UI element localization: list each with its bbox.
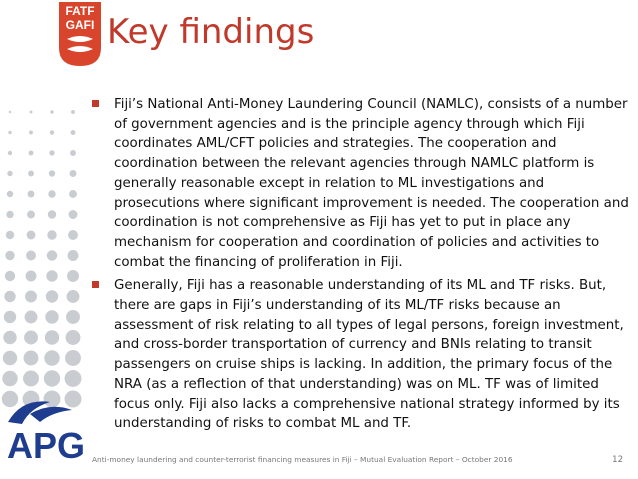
decorative-dot bbox=[50, 110, 53, 113]
decorative-dot bbox=[4, 311, 16, 323]
finding-text-1: Fiji’s National Anti-Money Laundering Council (NAMLC), consists of a number of government agencies and is the principle agency through which Fiji coordinates AML/CFT policies and strategies. The cooperation and coordination between the relevant agencies through NAMLC platform is generally reasonable except in relation to ML investigations and prosecutions where significant improvement is needed. The cooperation and coordination is not comprehensive as Fiji has yet to put in place any mechanism for cooperation and coordination of policies and activities to combat the financing of proliferation in Fiji. bbox=[114, 97, 629, 270]
decorative-dot bbox=[70, 170, 77, 177]
decorative-dot bbox=[66, 310, 80, 324]
decorative-dot bbox=[5, 251, 14, 260]
decorative-dot bbox=[70, 150, 76, 156]
decorative-dot bbox=[65, 370, 82, 387]
decorative-dot bbox=[29, 131, 33, 135]
decorative-dot bbox=[67, 270, 79, 282]
decorative-dot bbox=[9, 111, 11, 113]
fatf-logo-line2: GAFI bbox=[65, 18, 95, 32]
decorative-dot bbox=[25, 291, 37, 303]
slide-title: Key findings bbox=[107, 12, 315, 52]
decorative-dot bbox=[49, 170, 55, 176]
finding-bullet-1 bbox=[92, 95, 632, 272]
decorative-dot bbox=[24, 331, 38, 345]
fatf-gafi-logo bbox=[59, 2, 101, 66]
decorative-dot bbox=[65, 350, 81, 366]
decorative-dot bbox=[27, 231, 36, 240]
decorative-dot bbox=[44, 350, 59, 365]
decorative-dot bbox=[28, 171, 34, 177]
decorative-dot bbox=[46, 270, 57, 281]
decorative-dot bbox=[69, 210, 78, 219]
finding-bullet-2 bbox=[92, 276, 632, 434]
decorative-dot bbox=[3, 331, 16, 344]
decorative-dot bbox=[45, 310, 58, 323]
decorative-dot bbox=[48, 190, 55, 197]
decorative-dot bbox=[5, 271, 15, 281]
fatf-logo-line1: FATF bbox=[65, 4, 95, 18]
decorative-dot bbox=[30, 111, 33, 114]
decorative-dot bbox=[3, 351, 17, 365]
decorative-dot bbox=[26, 251, 36, 261]
decorative-dot bbox=[66, 330, 81, 345]
decorative-dot bbox=[6, 211, 13, 218]
decorative-dot bbox=[69, 190, 77, 198]
footer-text: Anti-money laundering and counter-terrorist financing measures in Fiji – Mutual Evaluation Report – October 2016 bbox=[92, 455, 513, 464]
decorative-dot bbox=[50, 130, 54, 134]
decorative-dot bbox=[68, 230, 78, 240]
finding-text-2: Generally, Fiji has a reasonable understanding of its ML and TF risks. But, there are gaps in Fiji’s understanding of its ML/TF risks because an assessment of risk relating to all types of legal persons, foreign investment, and cross-border transportation of currency and BNIs relating to transit passengers on cruise ships is lacking. In addition, the primary focus of the NRA (as a reflection of that understanding) was on ML. TF was of limited focus only. Fiji also lacks a comprehensive national strategy informed by its understanding of risks to combat ML and TF. bbox=[114, 278, 624, 432]
square-bullet-icon bbox=[92, 281, 99, 288]
square-bullet-icon bbox=[92, 100, 99, 107]
page-number: 12 bbox=[612, 455, 623, 465]
decorative-dot bbox=[49, 150, 54, 155]
decorative-dot bbox=[68, 250, 79, 261]
decorative-dot bbox=[28, 191, 35, 198]
decorative-dot bbox=[47, 230, 56, 239]
decorative-dot bbox=[26, 271, 37, 282]
decorative-dot bbox=[45, 330, 59, 344]
decorative-dot bbox=[2, 371, 17, 386]
decorative-dot bbox=[71, 130, 76, 135]
decorative-dot bbox=[6, 231, 14, 239]
decorative-dot bbox=[67, 290, 80, 303]
decorative-dot bbox=[24, 351, 39, 366]
findings-list bbox=[92, 95, 632, 438]
decorative-dot bbox=[8, 151, 12, 155]
decorative-dot bbox=[71, 110, 75, 114]
decorative-dot bbox=[4, 291, 15, 302]
decorative-dot bbox=[7, 191, 13, 197]
decorative-dot bbox=[25, 311, 38, 324]
decorative-dot bbox=[7, 171, 12, 176]
decorative-dot bbox=[27, 211, 35, 219]
decorative-dot bbox=[46, 290, 58, 302]
decorative-dot bbox=[47, 250, 57, 260]
decorative-dot bbox=[23, 371, 39, 387]
decorative-dot bbox=[29, 151, 34, 156]
decorative-dot bbox=[8, 131, 11, 134]
decorative-dot bbox=[48, 210, 56, 218]
apg-logo bbox=[0, 392, 92, 466]
decorative-dot bbox=[44, 370, 60, 386]
apg-logo-text: APG bbox=[6, 425, 86, 466]
